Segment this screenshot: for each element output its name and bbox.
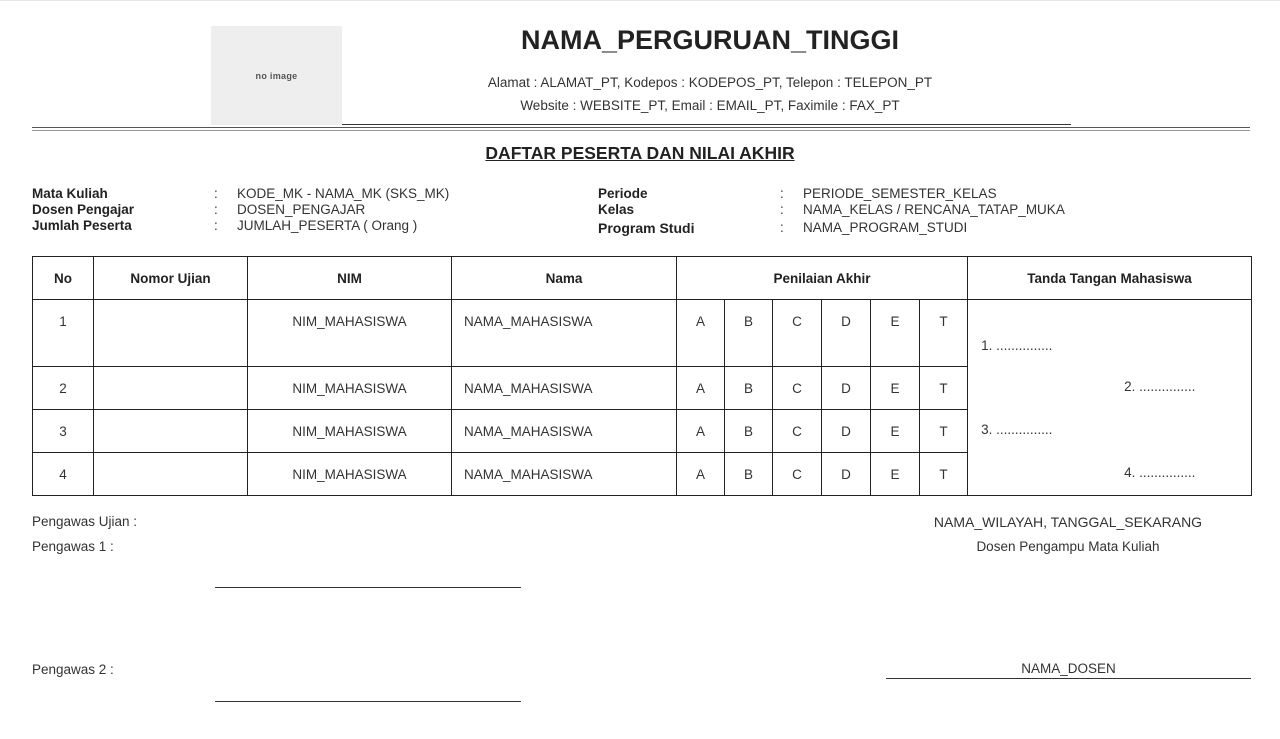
info-label-program-studi: Program Studi	[598, 220, 695, 236]
cell-nomor-ujian	[94, 410, 248, 453]
cell-nomor-ujian	[94, 367, 248, 410]
cell-grade-d: D	[822, 367, 871, 410]
cell-grade-c: C	[773, 453, 822, 496]
header-tanda-tangan: Tanda Tangan Mahasiswa	[968, 257, 1252, 300]
cell-signature	[968, 453, 1252, 496]
logo-text: no image	[255, 70, 298, 81]
info-label-mata-kuliah: Mata Kuliah	[32, 186, 108, 201]
cell-grade-e: E	[871, 367, 920, 410]
header-no: No	[33, 257, 94, 300]
info-sep: :	[780, 202, 784, 217]
address-line-2: Website : WEBSITE_PT, Email : EMAIL_PT, Faximile : FAX_PT	[520, 98, 900, 113]
cell-grade-b: B	[725, 367, 773, 410]
header-nim: NIM	[248, 257, 452, 300]
cell-grade-a: A	[677, 410, 725, 453]
cell-grade-e: E	[871, 453, 920, 496]
cell-nama: NAMA_MAHASISWA	[452, 453, 677, 496]
cell-grade-d: D	[822, 453, 871, 496]
info-sep: :	[214, 218, 218, 233]
info-label-kelas: Kelas	[598, 202, 635, 217]
cell-grade-t: T	[920, 453, 968, 496]
place-date: NAMA_WILAYAH, TANGGAL_SEKARANG	[933, 514, 1203, 530]
dosen-name: NAMA_DOSEN	[1021, 661, 1116, 676]
cell-grade-c: C	[773, 410, 822, 453]
cell-grade-b: B	[725, 453, 773, 496]
institution-name: NAMA_PERGURUAN_TINGGI	[520, 25, 900, 55]
cell-grade-d: D	[822, 300, 871, 367]
pengawas-ujian-label: Pengawas Ujian :	[32, 514, 138, 529]
dosen-signature-line	[886, 678, 1251, 679]
cell-no: 4	[33, 453, 94, 496]
info-sep: :	[214, 202, 218, 217]
cell-nomor-ujian	[94, 300, 248, 367]
pengawas-1-signature-line	[215, 587, 521, 588]
cell-nim: NIM_MAHASISWA	[248, 410, 452, 453]
header-nama: Nama	[452, 257, 677, 300]
cell-no: 1	[33, 300, 94, 367]
signature-slot-3: 3. ...............	[981, 421, 1053, 437]
table-row	[33, 367, 1252, 410]
table-row	[33, 410, 1252, 453]
info-value-kelas: NAMA_KELAS / RENCANA_TATAP_MUKA	[803, 202, 1065, 217]
cell-grade-c: C	[773, 300, 822, 367]
cell-nama: NAMA_MAHASISWA	[452, 410, 677, 453]
info-sep: :	[780, 186, 784, 201]
cell-nim: NIM_MAHASISWA	[248, 453, 452, 496]
header-divider-double-top	[32, 127, 1250, 128]
institution-logo-placeholder	[211, 26, 342, 125]
info-label-dosen-pengajar: Dosen Pengajar	[32, 202, 135, 217]
signature-slot-4: 4. ...............	[1124, 464, 1196, 480]
cell-grade-a: A	[677, 300, 725, 367]
dosen-role: Dosen Pengampu Mata Kuliah	[976, 539, 1160, 554]
info-sep: :	[780, 220, 784, 235]
cell-nim: NIM_MAHASISWA	[248, 367, 452, 410]
cell-nim: NIM_MAHASISWA	[248, 300, 452, 367]
cell-grade-e: E	[871, 410, 920, 453]
header-nomor-ujian: Nomor Ujian	[94, 257, 248, 300]
cell-grade-t: T	[920, 367, 968, 410]
header-divider-double-bottom	[32, 130, 1250, 131]
table-row	[33, 300, 1252, 367]
address-line-1: Alamat : ALAMAT_PT, Kodepos : KODEPOS_PT, Telepon : TELEPON_PT	[487, 75, 933, 90]
info-value-jumlah-peserta: JUMLAH_PESERTA ( Orang )	[237, 218, 418, 233]
header-divider-short	[342, 124, 1071, 125]
cell-grade-d: D	[822, 410, 871, 453]
info-value-program-studi: NAMA_PROGRAM_STUDI	[803, 220, 968, 235]
cell-grade-t: T	[920, 300, 968, 367]
table-row	[33, 453, 1252, 496]
info-value-dosen-pengajar: DOSEN_PENGAJAR	[237, 202, 366, 217]
pengawas-2-signature-line	[215, 701, 521, 702]
cell-nama: NAMA_MAHASISWA	[452, 300, 677, 367]
info-label-jumlah-peserta: Jumlah Peserta	[32, 218, 132, 233]
header-penilaian-akhir: Penilaian Akhir	[677, 257, 968, 300]
cell-grade-b: B	[725, 300, 773, 367]
cell-grade-a: A	[677, 367, 725, 410]
info-sep: :	[214, 186, 218, 201]
info-value-mata-kuliah: KODE_MK - NAMA_MK (SKS_MK)	[237, 186, 450, 201]
document-title: DAFTAR PESERTA DAN NILAI AKHIR	[485, 143, 795, 163]
cell-grade-t: T	[920, 410, 968, 453]
cell-nama: NAMA_MAHASISWA	[452, 367, 677, 410]
signature-slot-1: 1. ...............	[981, 338, 1053, 353]
cell-nomor-ujian	[94, 453, 248, 496]
pengawas-1-label: Pengawas 1 :	[32, 539, 114, 554]
cell-grade-a: A	[677, 453, 725, 496]
cell-grade-c: C	[773, 367, 822, 410]
cell-grade-b: B	[725, 410, 773, 453]
participants-grade-table	[32, 256, 1252, 496]
cell-no: 2	[33, 367, 94, 410]
cell-grade-e: E	[871, 300, 920, 367]
info-label-periode: Periode	[598, 186, 648, 201]
pengawas-2-label: Pengawas 2 :	[32, 662, 114, 677]
signature-slot-2: 2. ...............	[1124, 378, 1196, 394]
info-value-periode: PERIODE_SEMESTER_KELAS	[803, 186, 997, 201]
cell-signature	[968, 300, 1252, 367]
cell-no: 3	[33, 410, 94, 453]
cell-signature	[968, 410, 1252, 453]
cell-signature	[968, 367, 1252, 410]
